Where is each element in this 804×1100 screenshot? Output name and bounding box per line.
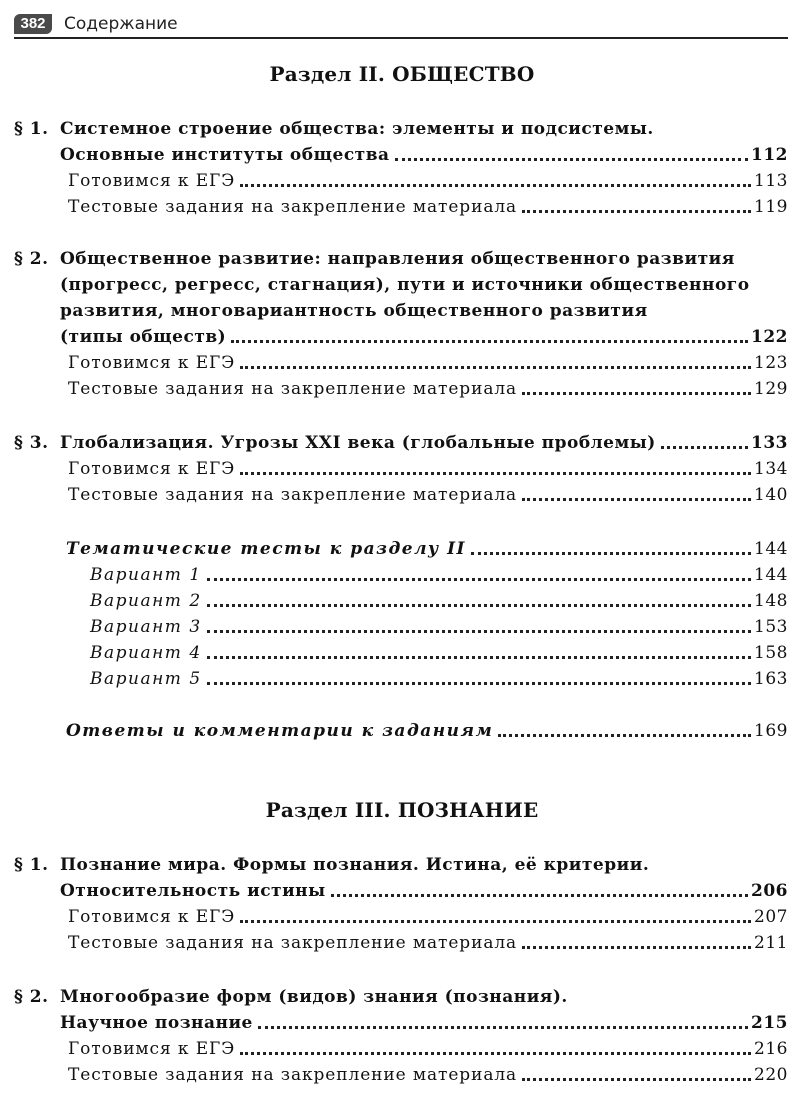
entry-title: Глобализация. Угрозы XXI века (глобальные проблемы) — [60, 433, 656, 453]
paragraph-number: § 2. — [14, 249, 49, 269]
page-ref: 129 — [754, 379, 788, 399]
page-ref: 134 — [754, 459, 788, 479]
toc-subentry[interactable] — [68, 456, 788, 482]
entry-title: (прогресс, регресс, стагнация), пути и источники общественного — [60, 275, 750, 295]
subentry-title: Тестовые задания на закрепление материала — [68, 485, 518, 505]
entry-title: Основные институты общества — [60, 145, 390, 165]
toc-subentry[interactable] — [68, 168, 788, 194]
toc-subentry[interactable] — [68, 482, 788, 508]
entry-title: Системное строение общества: элементы и подсистемы. — [60, 119, 654, 139]
dot-leader — [522, 210, 751, 213]
subentry-title: Тестовые задания на закрепление материала — [68, 1065, 518, 1085]
section-3-title: Раздел III. ПОЗНАНИЕ — [265, 798, 539, 822]
dot-leader — [240, 1052, 751, 1055]
page-number-badge: 382 — [14, 14, 52, 34]
dot-leader — [207, 630, 751, 633]
variant-title: Вариант 5 — [90, 669, 202, 689]
dot-leader — [240, 366, 751, 369]
toc-entry-s3-p2-cont[interactable] — [60, 1010, 788, 1036]
toc-subentry[interactable] — [68, 904, 788, 930]
page-ref: 133 — [751, 433, 788, 453]
toc-entry-s2-p1[interactable] — [14, 116, 654, 142]
page-ref: 153 — [754, 617, 788, 637]
entry-title: (типы обществ) — [60, 327, 227, 347]
dot-leader — [661, 446, 748, 449]
subentry-title: Готовимся к ЕГЭ — [68, 353, 236, 373]
dot-leader — [207, 604, 751, 607]
subentry-title: Готовимся к ЕГЭ — [68, 907, 236, 927]
toc-subentry[interactable] — [68, 194, 788, 220]
header-rule — [14, 37, 788, 39]
entry-title: Научное познание — [60, 1013, 253, 1033]
dot-leader — [231, 340, 748, 343]
paragraph-number: § 1. — [14, 855, 49, 875]
toc-variant-2[interactable] — [90, 588, 788, 614]
dot-leader — [240, 184, 751, 187]
toc-subentry[interactable] — [68, 930, 788, 956]
page-ref: 215 — [751, 1013, 788, 1033]
page-ref: 144 — [754, 539, 788, 559]
subentry-title: Готовимся к ЕГЭ — [68, 171, 236, 191]
variant-title: Вариант 2 — [90, 591, 202, 611]
toc-entry-thematic-tests[interactable] — [66, 536, 788, 562]
subentry-title: Готовимся к ЕГЭ — [68, 459, 236, 479]
variant-title: Вариант 1 — [90, 565, 202, 585]
toc-subentry[interactable] — [68, 376, 788, 402]
page-ref: 113 — [754, 171, 788, 191]
page-ref: 140 — [754, 485, 788, 505]
entry-title: Познание мира. Формы познания. Истина, её критерии. — [60, 855, 650, 875]
page-ref: 112 — [751, 145, 788, 165]
dot-leader — [258, 1026, 748, 1029]
page-ref: 220 — [754, 1065, 788, 1085]
page-ref: 122 — [751, 327, 788, 347]
dot-leader — [522, 946, 751, 949]
toc-entry-s2-p2-cont[interactable] — [60, 272, 750, 298]
page-ref: 206 — [751, 881, 788, 901]
dot-leader — [207, 682, 751, 685]
toc-variant-5[interactable] — [90, 666, 788, 692]
page-header — [14, 12, 788, 36]
entry-title: развития, многовариантность общественного развития — [60, 301, 648, 321]
section-2-title: Раздел II. ОБЩЕСТВО — [269, 62, 535, 86]
toc-entry-s2-p1-cont[interactable] — [60, 142, 788, 168]
page-ref: 211 — [754, 933, 788, 953]
dot-leader — [522, 1078, 751, 1081]
toc-entry-s3-p2[interactable] — [14, 984, 568, 1010]
toc-subentry[interactable] — [68, 350, 788, 376]
entry-title: Ответы и комментарии к заданиям — [66, 721, 494, 741]
entry-title: Относительность истины — [60, 881, 326, 901]
dot-leader — [240, 472, 751, 475]
running-title: Содержание — [64, 14, 178, 34]
variant-title: Вариант 3 — [90, 617, 202, 637]
toc-entry-s2-p3[interactable] — [14, 430, 788, 456]
dot-leader — [395, 158, 748, 161]
toc-entry-answers[interactable] — [66, 718, 788, 744]
subentry-title: Тестовые задания на закрепление материала — [68, 933, 518, 953]
toc-subentry[interactable] — [68, 1036, 788, 1062]
page-ref: 148 — [754, 591, 788, 611]
toc-variant-1[interactable] — [90, 562, 788, 588]
dot-leader — [471, 552, 751, 555]
toc-entry-s3-p1[interactable] — [14, 852, 649, 878]
dot-leader — [498, 734, 751, 737]
toc-entry-s2-p2-cont[interactable] — [60, 324, 788, 350]
dot-leader — [522, 392, 751, 395]
subentry-title: Тестовые задания на закрепление материала — [68, 379, 518, 399]
page-ref: 216 — [754, 1039, 788, 1059]
variant-title: Вариант 4 — [90, 643, 202, 663]
page-ref: 119 — [754, 197, 788, 217]
page-ref: 158 — [754, 643, 788, 663]
dot-leader — [522, 498, 751, 501]
toc-variant-4[interactable] — [90, 640, 788, 666]
entry-title: Тематические тесты к разделу II — [66, 539, 467, 559]
toc-entry-s2-p2-cont[interactable] — [60, 298, 648, 324]
page-ref: 169 — [754, 721, 788, 741]
toc-entry-s3-p1-cont[interactable] — [60, 878, 788, 904]
entry-title: Общественное развитие: направления общественного развития — [60, 249, 735, 269]
toc-subentry[interactable] — [68, 1062, 788, 1088]
page-ref: 163 — [754, 669, 788, 689]
paragraph-number: § 1. — [14, 119, 49, 139]
page-ref: 207 — [754, 907, 788, 927]
paragraph-number: § 2. — [14, 987, 49, 1007]
paragraph-number: § 3. — [14, 433, 49, 453]
dot-leader — [207, 578, 751, 581]
subentry-title: Готовимся к ЕГЭ — [68, 1039, 236, 1059]
page-ref: 144 — [754, 565, 788, 585]
toc-entry-s2-p2[interactable] — [14, 246, 735, 272]
page-ref: 123 — [754, 353, 788, 373]
toc-variant-3[interactable] — [90, 614, 788, 640]
dot-leader — [331, 894, 748, 897]
entry-title: Многообразие форм (видов) знания (познания). — [60, 987, 568, 1007]
dot-leader — [240, 920, 751, 923]
subentry-title: Тестовые задания на закрепление материала — [68, 197, 518, 217]
dot-leader — [207, 656, 751, 659]
